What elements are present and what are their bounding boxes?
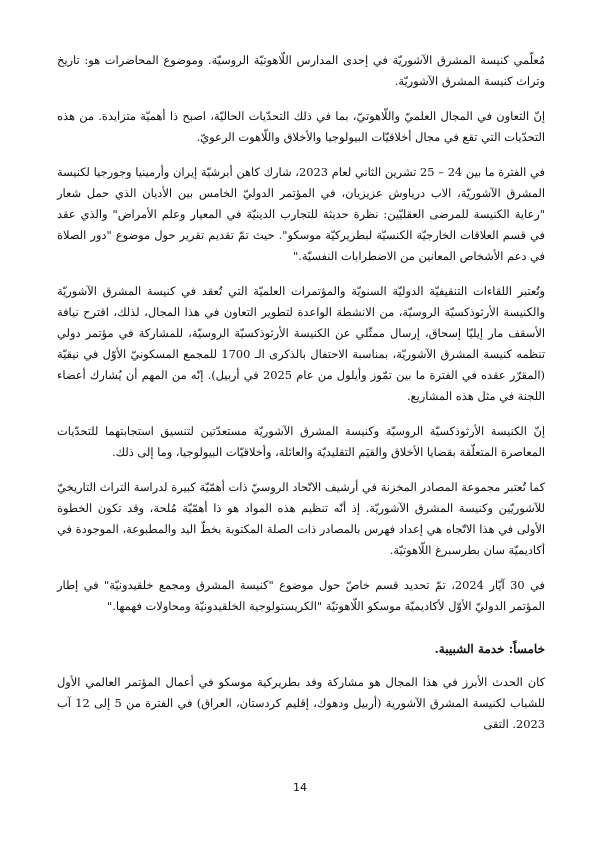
paragraph-2: إنّ التعاون في المجال العلميّ واللّاهوتيّ، بما في ذلك التحدّيات الحاليّة، اصبح ذا أهميّة متزايدة. من هذه التحدّيات التي تقع في مجال أخلاقيّات البيولوجيا والأخلاق واللّاهوت الرعويّ. <box>57 109 545 144</box>
paragraph-5: إنّ الكنيسة الأرثوذكسيّة الروسيّة وكنيسة المشرق الآشوريّة مستعدّتين لتنسيق استجابتهما للتحدّيات المعاصرة المتعلّقة بقضايا الأخلاق والقيَم التقليديّة والعائلة، وأخلاقيّات البيولوجيا، وما إلى ذلك. <box>57 424 545 459</box>
paragraph-4: وتُعتبر اللقاءات التنقيفيّة الدوليّة السنويّة والمؤتمرات العلميّة التي تُعقد في كنيسة المشرق الآشوريّة والكنيسة الأرثوذكسيّة الروسيّة، من الانشطة الواعدة لتطوير التعاون في هذا المجال، لذلك، اقترح نيافة الأسقف مار إيليّا إسحاق، إرسال ممثّلي عن الكنيسة الأرثوذكسيّة الروسيّة، للمشاركة في مؤتمر دولي تنظمه كنيسة المشرق الآشوريّة، بمناسبة الاحتفال بالذكرى الـ 1700 للمجمع المسكونيّ الأوّل في نيقيّة (المقرّر عقده في الفترة ما بين تمّوز وأيلول من عام 2025 في أربيل). إنّه من المهم أن يُشارك أعضاء اللجنة في مثل هذه المشاريع. <box>57 284 545 403</box>
section-heading: خامساً: خدمة الشبيبة. <box>434 642 545 656</box>
page-body <box>57 50 545 749</box>
paragraph-3: في الفترة ما بين 24 – 25 تشرين الثاني لعام 2023، شارك كاهن أبرشيّة إيران وأرمينيا وجورجيا لكنيسة المشرق الآشوريّة، الاب درياوش عزيزيان، في المؤتمر الدوليّ الخامس بين الأديان الذي حمل شعار "رعاية الكنيسة للمرضى العقليّين: نظرة حديثة للتجارب الدينيّة في المعيار وعلم الأمراض" والذي عقد في قسم العلاقات الخارجيّة الكنسيّة لبطريركيّة موسكو". حيث تمّ تقديم تقرير حول موضوع "دور الصلاة في دعم الأشخاص المعانين من الاضطرابات النفسيّة." <box>57 165 545 263</box>
page-number: 14 <box>293 781 307 794</box>
paragraph-7: في 30 آيّار 2024، تمّ تحديد قسم خاصّ حول موضوع "كنيسة المشرق ومجمع خلقيدونيّة" في إطار المؤتمر الدوليّ الأوّل لأكاديميّة موسكو اللّاهوتيّة "الكريستولوجية الخلقيدونيّة ومحاولات فهمها." <box>57 578 545 613</box>
paragraph-final: كان الحدث الأبرز في هذا المجال هو مشاركة وفد بطريركية موسكو في أعمال المؤتمر العالمي الأول للشباب لكنيسة المشرق الآشورية (أربيل ودهوك، إقليم كردستان، العراق) في الفترة من 5 إلى 12 آب 2023. التقى <box>57 675 545 731</box>
paragraph-1: مُعلّمي كنيسة المشرق الآشوريّة في إحدى المدارس اللّاهوتيّة الروسيّة. وموضوع المحاضرات هو: تاريخ وتراث كنيسة المشرق الآشوريّة. <box>57 53 545 88</box>
paragraph-6: كما تُعتبر مجموعة المصادر المخزنة في أرشيف الاتّحاد الروسيّ ذات أهمّيّة كبيرة لدراسة التراث التاريخيّ للآشوريّين وكنيسة المشرق الآشوريّة. إذ أنّه تنظيم هذه المواد هو ذا أهمّيّة مُلحة، وقد تكون الخطوة الأولى في هذا الاتّجاه هي إعداد فهرس بالمصادر ذات الصلة المكتوبة بخطّ اليد والمطبوعة، الموجودة في أكاديميّة سان بطرسبرغ اللّاهوتيّة. <box>57 480 545 557</box>
